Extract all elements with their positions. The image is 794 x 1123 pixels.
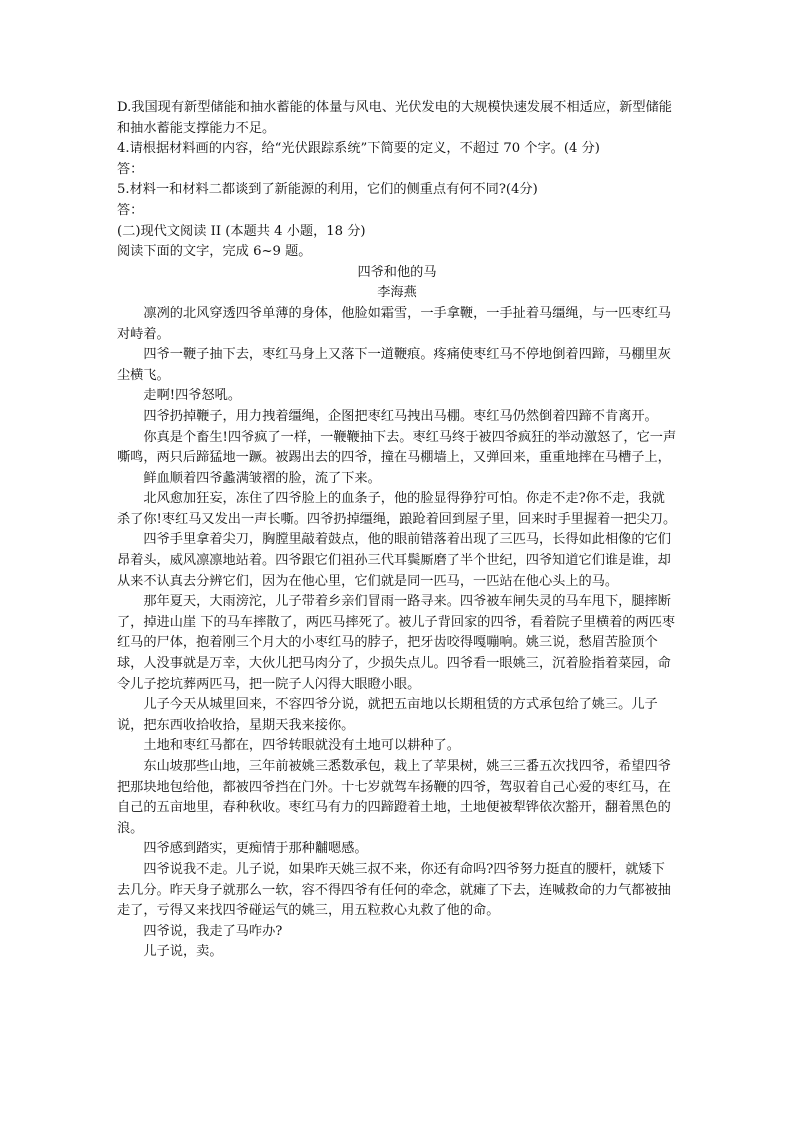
section-heading: (二)现代文阅读 II (本题共 4 小题，18 分): [117, 223, 366, 239]
article-author: 李海燕: [377, 285, 417, 301]
article-paragraph: 四爷一鞭子抽下去，枣红马身上又落下一道鞭痕。疼痛使枣红马不停地倒着四蹄，马棚里灰尘横飞。: [117, 347, 671, 383]
answer-4-label: 答：: [117, 161, 144, 177]
article-paragraph: 你真是个畜生!四爷疯了一样，一鞭鞭抽下去。枣红马终于被四爷疯狂的举动激怒了，它一声嘶鸣，两只后蹄猛地一蹶。被踢出去的四爷，撞在马棚墙上，又弹回来，重重地摔在马槽子上，: [117, 429, 677, 466]
answer-5-label: 答：: [117, 202, 144, 218]
article-paragraph: 那年夏天，大雨滂沱，儿子带着乡亲们冒雨一路寻来。四爷被车闸失灵的马车甩下，腿摔断了，掉进山崖 下的马车摔散了，两匹马摔死了。被儿子背回家的四爷，看着院子里横着的两匹枣红马的尸体，抱着刚三个月大的小枣红马的脖子，把牙齿咬得嘎嘣响。姚三说，愁眉苦脸顶个球，人没事就是万幸，大伙儿把马肉分了，少损失点儿。四爷看一眼姚三，沉着脸指着菜园，命令儿子挖坑葬两匹马，把一院子人闪得大眼瞪小眼。: [117, 594, 676, 692]
article-paragraph: 东山坡那些山地，三年前被姚三悉数承包，栽上了苹果树，姚三三番五次找四爷，希望四爷把那块地包给他，都被四爷挡在门外。十七岁就驾车扬鞭的四爷，驾驭着自己心爱的枣红马，在自己的五亩地里，春种秋收。枣红马有力的四蹄蹬着土地，土地便被犁铧依次豁开，翻着黑色的浪。: [117, 759, 671, 836]
article-paragraph: 鲜血顺着四爷蠡满皱褶的脸，流了下来。: [143, 470, 381, 486]
article-paragraph: 四爷扔掉鞭子，用力拽着缰绳，企图把枣红马拽出马棚。枣红马仍然倒着四蹄不肯离开。: [143, 408, 658, 424]
article-paragraph: 土地和枣红马都在，四爷转眼就没有土地可以耕种了。: [143, 738, 460, 754]
question-5: 5.材料一和材料二都谈到了新能源的利用，它们的侧重点有何不同?(4分): [117, 182, 538, 198]
article-paragraph: 四爷手里拿着尖刀，胸膛里敲着鼓点，他的眼前错落着出现了三匹马，长得如此相像的它们昂着头，威风凛凛地站着。四爷跟它们祖孙三代耳鬓厮磨了半个世纪，四爷知道它们谁是谁，却从来不认真去分辨它们，因为在他心里，它们就是同一匹马，一匹站在他心头上的马。: [117, 532, 671, 589]
article-paragraph: 凛冽的北风穿透四爷单薄的身体，他脸如霜雪，一手拿鞭，一手扯着马缰绳，与一匹枣红马对峙着。: [117, 305, 671, 342]
article-paragraph: 儿子今天从城里回来，不容四爷分说，就把五亩地以长期租赁的方式承包给了姚三。儿子说，把东西收拾收拾，星期天我来接你。: [117, 697, 658, 733]
document-page: [117, 98, 677, 963]
article-paragraph: 儿子说，卖。: [143, 944, 223, 960]
article-title: 四爷和他的马: [357, 264, 437, 280]
question-4: 4.请根据材料画的内容，给“光伏跟踪系统”下简要的定义，不超过 70 个字。(4 分): [117, 141, 600, 157]
article-paragraph: 四爷说，我走了马咋办?: [143, 923, 283, 939]
question-option-d: D.我国现有新型储能和抽水蓄能的体量与风电、光伏发电的大规模快速发展不相适应，新型储能和抽水蓄能支撑能力不足。: [117, 100, 672, 136]
article-paragraph: 北风愈加狂妄，冻住了四爷脸上的血条子，他的脸显得狰狞可怕。你走不走?你不走，我就杀了你!枣红马又发出一声长嘶。四爷扔掉缰绳，踉跄着回到屋子里，回来时手里握着一把尖刀。: [117, 491, 677, 527]
article-paragraph: 走啊!四爷怒吼。: [143, 388, 242, 404]
section-instruction: 阅读下面的文字，完成 6~9 题。: [117, 244, 312, 260]
article-paragraph: 四爷说我不走。儿子说，如果昨天姚三叔不来，你还有命吗?四爷努力挺直的腰杆，就矮下去几分。昨天身子就那么一软，容不得四爷有任何的牵念，就瘫了下去，连喊救命的力气都被抽走了，亏得又来找四爷碰运气的姚三，用五粒救心丸救了他的命。: [117, 861, 671, 919]
article-paragraph: 四爷感到踏实，更痴情于那种黼嗯感。: [143, 841, 368, 857]
article-body: [117, 304, 677, 963]
